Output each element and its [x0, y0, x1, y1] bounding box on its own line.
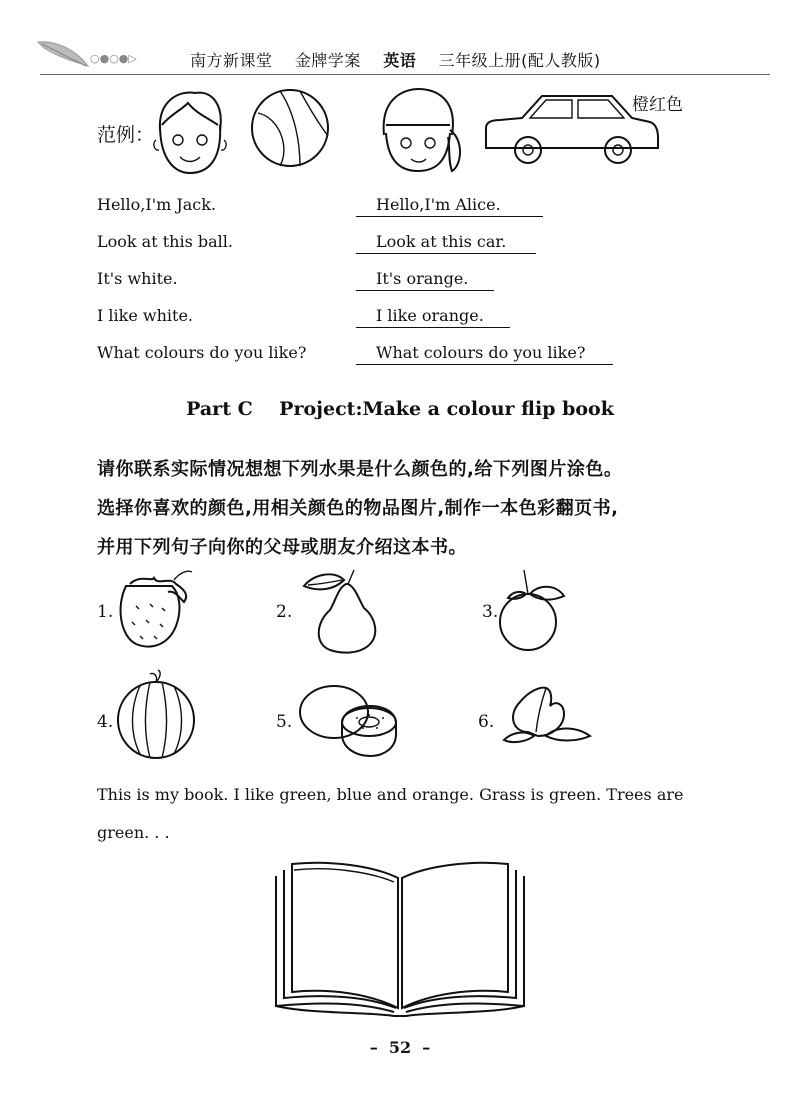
fruit-number-6: 6. [478, 712, 495, 732]
answer-line-3[interactable]: It's orange. [356, 269, 494, 291]
answer-line-2[interactable]: Look at this car. [356, 232, 536, 254]
sample-text-line-1: This is my book. I like green, blue and orange. Grass is green. Trees are [97, 785, 684, 804]
left-sentence-2: Look at this ball. [97, 232, 233, 251]
left-sentence-3: It's white. [97, 269, 178, 288]
page-header [0, 0, 800, 80]
peach-icon [498, 680, 598, 760]
instruction-line-1: 请你联系实际情况想想下列水果是什么颜色的,给下列图片涂色。 [97, 459, 623, 480]
boy-face-icon [150, 85, 230, 175]
girl-face-icon [378, 85, 468, 175]
answer-line-1[interactable]: Hello,I'm Alice. [356, 195, 543, 217]
strawberry-icon [116, 566, 196, 651]
decorative-dots-icon: ○●○●▷ [90, 52, 137, 65]
example-label: 范例： [97, 124, 155, 146]
watermelon-icon [116, 668, 206, 758]
answer-line-4[interactable]: I like orange. [356, 306, 510, 328]
feather-quill-icon [36, 36, 96, 76]
fruit-number-1: 1. [97, 602, 114, 622]
ball-icon [250, 88, 330, 168]
kiwi-icon [298, 676, 408, 766]
header-divider [40, 74, 770, 75]
header-series: 南方新课堂 [190, 51, 273, 70]
header-book: 金牌学案 [294, 51, 361, 70]
orange-icon [498, 566, 588, 656]
fruit-number-3: 3. [482, 602, 499, 622]
answer-line-5[interactable]: What colours do you like? [356, 343, 613, 365]
sample-text-line-2: green. . . [97, 823, 170, 842]
left-sentence-4: I like white. [97, 306, 193, 325]
part-c-title: Part C Project:Make a colour flip book [186, 398, 614, 420]
pear-icon [298, 566, 388, 656]
fruit-number-2: 2. [276, 602, 293, 622]
car-color-label: 橙红色 [632, 95, 683, 115]
instruction-line-2: 选择你喜欢的颜色,用相关颜色的物品图片,制作一本色彩翻页书, [97, 498, 619, 519]
fruit-number-5: 5. [276, 712, 293, 732]
header-grade: 三年级上册(配人教版) [438, 51, 601, 70]
fruit-number-4: 4. [97, 712, 114, 732]
instruction-line-3: 并用下列句子向你的父母或朋友介绍这本书。 [97, 537, 467, 558]
left-sentence-5: What colours do you like? [97, 343, 307, 362]
page-number: – 52 – [369, 1038, 431, 1057]
left-sentence-1: Hello,I'm Jack. [97, 195, 217, 214]
open-book-icon [270, 856, 530, 1026]
header-title [190, 48, 601, 71]
header-subject: 英语 [383, 51, 417, 70]
